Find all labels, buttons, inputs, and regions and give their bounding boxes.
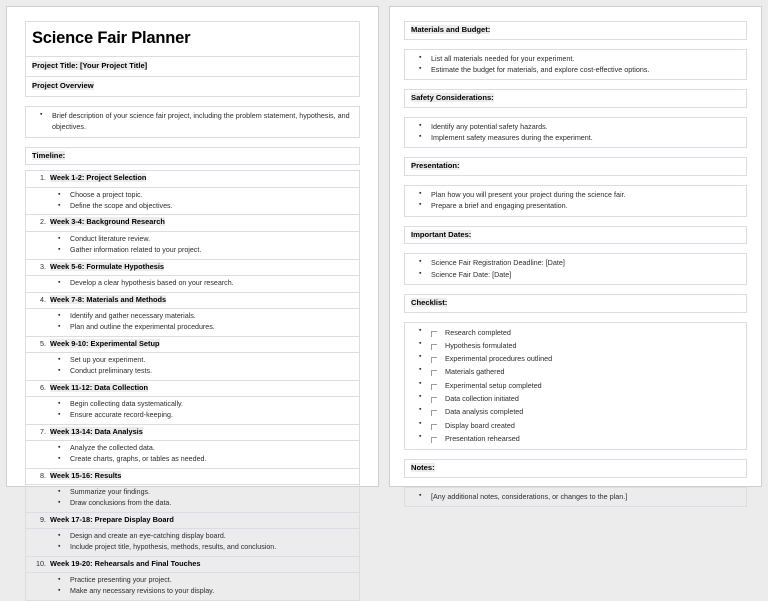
checklist-label: Checklist:	[411, 297, 448, 307]
timeline-row	[26, 337, 359, 353]
bullet-icon	[411, 326, 431, 337]
checklist-item-label: Experimental setup completed	[445, 380, 542, 390]
list-item	[411, 132, 740, 143]
list-item	[411, 53, 740, 64]
timeline-row	[26, 513, 359, 529]
timeline-tasks	[26, 276, 359, 293]
checklist-item[interactable]	[411, 365, 740, 378]
bullet-icon	[26, 399, 70, 410]
list-item-text: Summarize your findings.	[70, 488, 151, 497]
checklist-item[interactable]	[411, 352, 740, 365]
bullet-icon	[411, 53, 431, 64]
checklist-heading	[404, 294, 747, 313]
checklist-item[interactable]	[411, 419, 740, 432]
list-item	[26, 586, 359, 597]
section-heading-text: Presentation:	[411, 161, 460, 171]
project-overview-bullets	[25, 106, 360, 137]
list-item	[411, 189, 740, 200]
list-item	[26, 410, 359, 421]
bullet-icon	[411, 339, 431, 350]
spacer	[404, 450, 747, 459]
list-item-text: Science Fair Registration Deadline: [Date]	[431, 258, 565, 268]
list-item	[26, 311, 359, 322]
spacer	[404, 148, 747, 157]
list-item-text: Plan how you will present your project during the science fair.	[431, 190, 626, 200]
bullet-icon	[411, 132, 431, 143]
project-overview-heading	[25, 77, 360, 97]
list-item	[26, 201, 359, 212]
list-item	[411, 269, 740, 280]
spacer	[25, 138, 360, 147]
section-heading-text: Safety Considerations:	[411, 93, 494, 103]
timeline-row-title-text: Week 7-8: Materials and Methods	[50, 294, 167, 304]
list-item-text: Begin collecting data systematically.	[70, 400, 184, 409]
list-item-text: Implement safety measures during the experiment.	[431, 133, 593, 143]
bullet-icon	[26, 366, 70, 377]
checklist-item-label: Experimental procedures outlined	[445, 354, 553, 364]
list-item-text: Draw conclusions from the data.	[70, 499, 172, 508]
timeline-tasks	[26, 441, 359, 469]
checkbox-icon[interactable]	[431, 341, 445, 354]
timeline-row-title-text: Week 1-2: Project Selection	[50, 173, 147, 183]
bullet-icon	[411, 257, 431, 268]
timeline-row-number: 5.	[40, 338, 46, 348]
timeline-row-title-text: Week 15-16: Results	[50, 470, 122, 480]
sections-area	[404, 21, 747, 294]
project-title-label: Project Title: [Your Project Title]	[32, 60, 148, 70]
timeline-row-title	[50, 515, 174, 525]
checklist-item[interactable]	[411, 379, 740, 392]
checklist-item-label: Materials gathered	[445, 367, 505, 377]
section-heading	[404, 157, 747, 176]
timeline-row-number: 7.	[40, 426, 46, 436]
checklist-item[interactable]	[411, 339, 740, 352]
bullet-icon	[411, 419, 431, 430]
list-item-text: Set up your experiment.	[70, 356, 146, 365]
timeline-tasks	[26, 309, 359, 337]
timeline-row-number: 6.	[40, 382, 46, 392]
spacer	[404, 108, 747, 117]
timeline-row-number: 10.	[36, 559, 46, 568]
timeline-tasks	[26, 485, 359, 513]
list-item-text: Create charts, graphs, or tables as needed.	[70, 455, 207, 464]
section-heading	[404, 21, 747, 40]
timeline-tasks	[26, 188, 359, 216]
checkbox-icon[interactable]	[431, 367, 445, 380]
bullet-icon	[26, 322, 70, 333]
checklist-item-label: Display board created	[445, 420, 515, 430]
bullet-icon	[411, 200, 431, 211]
timeline-heading	[25, 147, 360, 166]
spacer	[404, 40, 747, 49]
timeline-row	[26, 260, 359, 276]
list-item-text: Design and create an eye-catching display board.	[70, 532, 226, 541]
section-bullets	[404, 253, 747, 284]
list-item-text: Ensure accurate record-keeping.	[70, 411, 173, 420]
timeline-row-number: 9.	[40, 514, 46, 524]
checklist	[404, 322, 747, 451]
spacer	[404, 285, 747, 294]
list-item-text: Identify and gather necessary materials.	[70, 312, 196, 321]
section-heading	[404, 226, 747, 245]
bullet-icon	[26, 201, 70, 212]
bullet-icon	[411, 491, 431, 502]
list-item	[26, 487, 359, 498]
bullet-icon	[411, 64, 431, 75]
checkbox-icon[interactable]	[431, 394, 445, 407]
timeline-row-number: 4.	[40, 294, 46, 304]
bullet-icon	[26, 542, 70, 553]
list-item	[26, 234, 359, 245]
project-title-field[interactable]	[25, 57, 360, 77]
bullet-icon	[26, 410, 70, 421]
timeline-row	[26, 425, 359, 441]
document-page-1	[6, 6, 379, 596]
list-item	[411, 64, 740, 75]
spacer	[25, 97, 360, 106]
list-item	[26, 531, 359, 542]
timeline-row-title-text: Week 11-12: Data Collection	[50, 382, 149, 392]
list-item	[26, 245, 359, 256]
timeline-table	[25, 170, 360, 601]
spacer	[404, 478, 747, 487]
spacer	[404, 80, 747, 89]
page-title: Science Fair Planner	[25, 21, 360, 57]
section-heading-text: Materials and Budget:	[411, 25, 491, 34]
section-bullets	[404, 49, 747, 80]
bullet-icon	[26, 278, 70, 289]
project-overview-label: Project Overview	[32, 81, 94, 90]
checklist-item-label: Research completed	[445, 327, 511, 337]
timeline-row-title	[50, 217, 165, 227]
list-item	[26, 575, 359, 586]
list-item-text: Practice presenting your project.	[70, 576, 172, 585]
timeline-row-number: 8.	[40, 470, 46, 480]
timeline-row-number: 3.	[40, 261, 46, 271]
list-item-text: Plan and outline the experimental procedures.	[70, 322, 215, 331]
timeline-label: Timeline:	[32, 150, 66, 160]
timeline-row-title-text: Week 17-18: Prepare Display Board	[50, 514, 174, 524]
timeline-row-title-text: Week 19-20: Rehearsals and Final Touches	[50, 559, 201, 568]
bullet-icon	[26, 245, 70, 256]
timeline-row	[26, 557, 359, 573]
list-item-text: Make any necessary revisions to your display.	[70, 587, 215, 596]
checklist-item-label: Data analysis completed	[445, 407, 524, 417]
checklist-item-label: Hypothesis formulated	[445, 340, 517, 350]
page-1-content	[7, 7, 378, 601]
bullet-icon	[32, 110, 52, 121]
list-item-text: List all materials needed for your experiment.	[431, 53, 575, 63]
timeline-row-title	[50, 427, 143, 437]
bullet-icon	[26, 190, 70, 201]
document-page-2	[389, 6, 762, 502]
list-item-text: Develop a clear hypothesis based on your research.	[70, 278, 234, 287]
list-item	[26, 399, 359, 410]
spacer	[404, 217, 747, 226]
checkbox-icon[interactable]	[431, 407, 445, 420]
list-item-text: Science Fair Date: [Date]	[431, 269, 512, 279]
list-item-text: Analyze the collected data.	[70, 444, 155, 453]
bullet-icon	[26, 454, 70, 465]
bullet-icon	[26, 355, 70, 366]
timeline-tasks	[26, 397, 359, 425]
list-item	[26, 542, 359, 553]
section-heading-text: Important Dates:	[411, 229, 472, 239]
page-2-content	[390, 7, 761, 507]
timeline-tasks	[26, 232, 359, 260]
section-heading	[404, 89, 747, 108]
timeline-row-title	[50, 262, 164, 272]
list-item-text: Choose a project topic.	[70, 190, 143, 199]
bullet-icon	[411, 365, 431, 376]
timeline-row-title	[50, 559, 200, 569]
bullet-icon	[411, 189, 431, 200]
list-item-text: Include project title, hypothesis, methods, results, and conclusion.	[70, 543, 277, 552]
bullet-icon	[411, 121, 431, 132]
timeline-row	[26, 215, 359, 231]
list-item	[26, 278, 359, 289]
list-item-text: Conduct literature review.	[70, 234, 151, 243]
checkbox-icon[interactable]	[431, 434, 445, 447]
checkbox-icon[interactable]	[431, 381, 445, 394]
checkbox-icon[interactable]	[431, 421, 445, 434]
list-item-text: Identify any potential safety hazards.	[431, 122, 548, 132]
list-item-text: Estimate the budget for materials, and explore cost-effective options.	[431, 65, 650, 75]
timeline-row-number: 2.	[40, 217, 46, 227]
timeline-row-title	[50, 295, 166, 305]
timeline-tasks	[26, 573, 359, 601]
timeline-row-number: 1.	[40, 173, 46, 183]
checklist-item[interactable]	[411, 432, 740, 445]
list-item	[26, 443, 359, 454]
list-item	[26, 366, 359, 377]
list-item-text: Gather information related to your project.	[70, 245, 202, 254]
notes-bullets[interactable]	[404, 487, 747, 507]
section-bullets	[404, 117, 747, 148]
spacer	[404, 313, 747, 322]
section-bullets	[404, 185, 747, 216]
timeline-tasks	[26, 529, 359, 557]
list-item-text: Define the scope and objectives.	[70, 201, 173, 210]
timeline-row-title-text: Week 13-14: Data Analysis	[50, 426, 143, 436]
list-item	[411, 491, 740, 502]
bullet-icon	[26, 575, 70, 586]
list-item	[26, 355, 359, 366]
checklist-item[interactable]	[411, 392, 740, 405]
timeline-row-title-text: Week 5-6: Formulate Hypothesis	[50, 261, 165, 271]
timeline-row	[26, 381, 359, 397]
bullet-icon	[26, 311, 70, 322]
timeline-row-title	[50, 471, 121, 481]
checklist-item-label: Data collection initiated	[445, 394, 519, 404]
bullet-icon	[26, 586, 70, 597]
list-item	[411, 121, 740, 132]
bullet-icon	[26, 487, 70, 498]
bullet-icon	[26, 531, 70, 542]
timeline-row	[26, 293, 359, 309]
bullet-icon	[411, 352, 431, 363]
bullet-icon	[411, 392, 431, 403]
list-item	[26, 498, 359, 509]
bullet-icon	[26, 498, 70, 509]
list-item-text: Conduct preliminary tests.	[70, 366, 153, 375]
list-item	[26, 454, 359, 465]
bullet-icon	[411, 269, 431, 280]
checkbox-icon[interactable]	[431, 354, 445, 367]
notes-heading	[404, 459, 747, 478]
bullet-icon	[411, 405, 431, 416]
timeline-row-title	[50, 173, 146, 183]
spacer	[404, 176, 747, 185]
spacer	[404, 244, 747, 253]
timeline-row-title	[50, 339, 160, 349]
timeline-tasks	[26, 353, 359, 381]
checklist-item[interactable]	[411, 326, 740, 339]
list-item	[32, 110, 353, 132]
bullet-icon	[26, 234, 70, 245]
checklist-item-label: Presentation rehearsed	[445, 434, 520, 444]
bullet-icon	[411, 379, 431, 390]
timeline-row	[26, 171, 359, 187]
bullet-icon	[411, 432, 431, 443]
timeline-row-title	[50, 383, 148, 393]
notes-label: Notes:	[411, 463, 435, 473]
list-item	[411, 200, 740, 211]
list-item	[26, 190, 359, 201]
timeline-row	[26, 469, 359, 485]
timeline-row-title-text: Week 3-4: Background Research	[50, 217, 165, 227]
checklist-item[interactable]	[411, 405, 740, 418]
checkbox-icon[interactable]	[431, 328, 445, 341]
timeline-row-title-text: Week 9-10: Experimental Setup	[50, 338, 160, 348]
list-item	[26, 322, 359, 333]
list-item-text: Prepare a brief and engaging presentation.	[431, 201, 568, 211]
list-item-text: [Any additional notes, considerations, or changes to the plan.]	[431, 492, 628, 502]
list-item-text: Brief description of your science fair project, including the problem statement, hypothesis, and objectives.	[52, 111, 350, 132]
list-item	[411, 257, 740, 268]
bullet-icon	[26, 443, 70, 454]
